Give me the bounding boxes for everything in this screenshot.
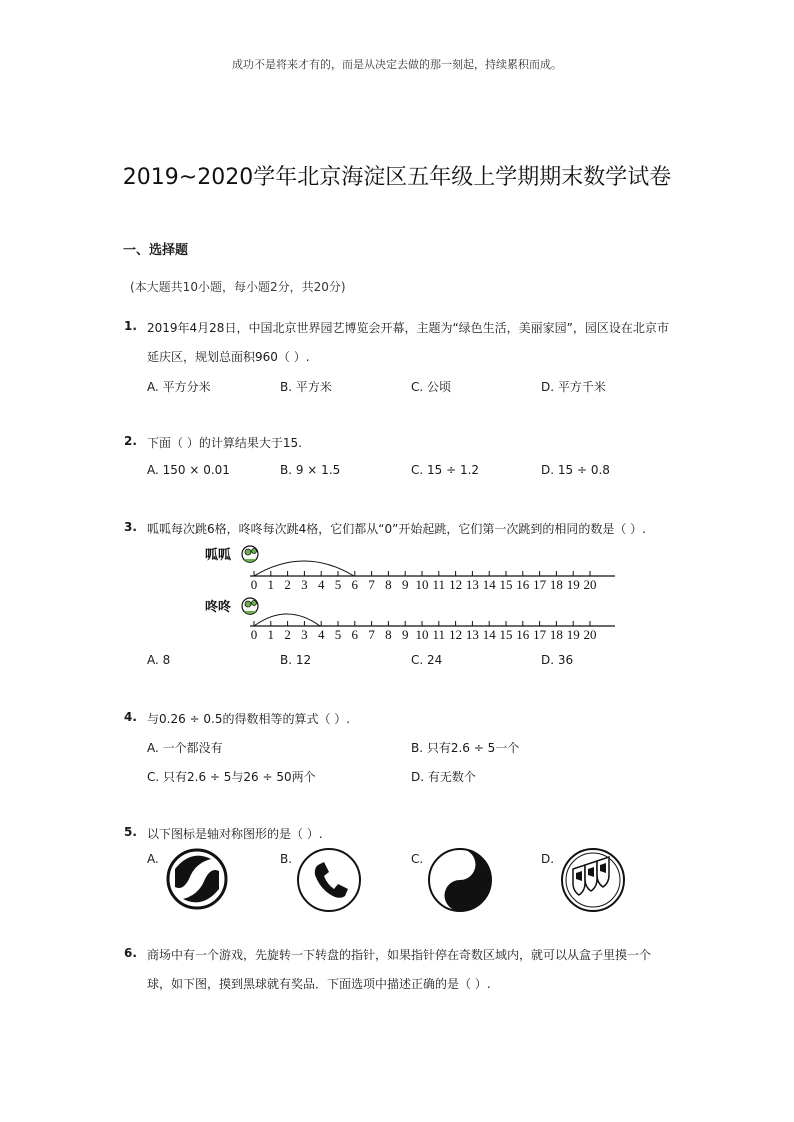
question-5-option-c[interactable]: C. [411,852,424,866]
tick-label-top: 9 [401,577,409,592]
tick-label-top: 2 [284,577,291,592]
number-line-bottom [251,621,597,642]
question-4-option-c[interactable]: C. 只有2.6 ÷ 5与26 ÷ 50两个 [147,770,316,784]
tick-label-bottom: 10 [415,627,429,642]
tick-label-top: 3 [301,577,308,592]
tick-label-bottom: 20 [583,627,597,642]
frog-icon-guagua [242,546,258,563]
tick-label-top: 0 [250,577,258,592]
question-1-option-c[interactable]: C. 公顷 [411,380,452,394]
question-6-line-1: 商场中有一个游戏，先旋转一下转盘的指针，如果指针停在奇数区域内，就可以从盒子里摸一个 [147,948,652,962]
question-4-option-a[interactable]: A. 一个都没有 [147,741,223,755]
tick-label-top: 11 [432,577,446,592]
question-2-option-b[interactable]: B. 9 × 1.5 [280,463,341,477]
question-5-option-d[interactable]: D. [541,852,555,866]
tick-label-top: 10 [415,577,429,592]
question-2-line-1: 下面（ ）的计算结果大于15. [147,436,302,450]
tick-label-bottom: 4 [317,627,325,642]
question-1-option-b[interactable]: B. 平方米 [280,380,332,394]
question-4-option-d[interactable]: D. 有无数个 [411,770,476,784]
tick-label-top: 17 [533,577,547,592]
tick-label-top: 4 [317,577,325,592]
question-5-number: 5. [124,825,137,839]
telephone-icon[interactable] [296,847,362,913]
question-3-line-1: 呱呱每次跳6格，咚咚每次跳4格，它们都从“0”开始起跳，它们第一次跳到的相同的数是（ ）. [147,522,646,536]
question-5-option-b[interactable]: B. [280,852,293,866]
question-1-line-1: 2019年4月28日，中国北京世界园艺博览会开幕，主题为“绿色生活，美丽家园”，园区设在北京市 [147,321,669,335]
number-line-figure [200,540,620,650]
exam-title: 2019~2020学年北京海淀区五年级上学期期末数学试卷 [122,165,672,190]
tick-label-top: 20 [583,577,597,592]
tick-label-bottom: 9 [401,627,409,642]
tick-label-top: 14 [482,577,496,592]
question-1-line-2: 延庆区，规划总面积960（ ）. [147,350,310,364]
question-1-option-d[interactable]: D. 平方千米 [541,380,606,394]
recycle-swirl-icon[interactable] [165,847,229,911]
tick-label-top: 6 [351,577,359,592]
tick-label-bottom: 7 [368,627,375,642]
question-4-line-1: 与0.26 ÷ 0.5的得数相等的算式（ ）. [147,712,351,726]
tick-label-bottom: 0 [250,627,258,642]
tick-label-bottom: 6 [351,627,359,642]
tick-label-bottom: 11 [432,627,446,642]
frog-icon-dongdong [242,598,258,615]
question-6-line-2: 球，如下图，摸到黑球就有奖品．下面选项中描述正确的是（ ）. [147,977,491,991]
tick-label-top: 15 [499,577,513,592]
tick-label-top: 1 [267,577,275,592]
yin-yang-icon[interactable] [427,847,493,913]
tick-label-bottom: 5 [334,627,342,642]
frog-label-dongdong: 咚咚 [205,599,232,614]
question-3-number: 3. [124,520,137,534]
question-4-option-b[interactable]: B. 只有2.6 ÷ 5一个 [411,741,520,755]
question-2-option-a[interactable]: A. 150 × 0.01 [147,463,230,477]
tick-label-bottom: 8 [385,627,392,642]
question-3-option-b[interactable]: B. 12 [280,653,312,667]
tick-label-bottom: 2 [284,627,291,642]
tick-label-top: 8 [385,577,392,592]
frog-label-guagua: 呱呱 [205,547,232,562]
tick-label-top: 18 [549,577,563,592]
tick-label-bottom: 13 [465,627,479,642]
tick-label-bottom: 19 [566,627,580,642]
tick-label-top: 5 [334,577,342,592]
question-1-option-a[interactable]: A. 平方分米 [147,380,211,394]
question-2-option-d[interactable]: D. 15 ÷ 0.8 [541,463,610,477]
question-3-option-d[interactable]: D. 36 [541,653,574,667]
question-5-line-1: 以下图标是轴对称图形的是（ ）. [147,827,323,841]
tick-label-top: 19 [566,577,580,592]
tick-label-bottom: 17 [533,627,547,642]
number-line-top [251,571,597,592]
tri-shield-emblem-icon[interactable] [560,847,626,913]
tick-label-top: 7 [368,577,375,592]
tick-label-bottom: 18 [549,627,563,642]
tick-label-bottom: 12 [449,627,463,642]
tick-label-top: 13 [465,577,479,592]
page-motto: 成功不是将来才有的，而是从决定去做的那一刻起，持续累积而成。 [232,58,562,71]
question-6-number: 6. [124,946,137,960]
tick-label-bottom: 16 [516,627,530,642]
section-note: (本大题共10小题，每小题2分，共20分) [130,280,346,294]
tick-label-bottom: 1 [267,627,275,642]
question-1-number: 1. [124,319,137,333]
question-4-number: 4. [124,710,137,724]
question-2-number: 2. [124,434,137,448]
question-3-option-a[interactable]: A. 8 [147,653,171,667]
tick-label-bottom: 15 [499,627,513,642]
tick-label-top: 16 [516,577,530,592]
tick-label-bottom: 14 [482,627,496,642]
question-5-option-a[interactable]: A. [147,852,159,866]
question-3-option-c[interactable]: C. 24 [411,653,443,667]
section-heading: 一、选择题 [123,243,189,258]
tick-label-top: 12 [449,577,463,592]
question-2-option-c[interactable]: C. 15 ÷ 1.2 [411,463,480,477]
tick-label-bottom: 3 [301,627,308,642]
